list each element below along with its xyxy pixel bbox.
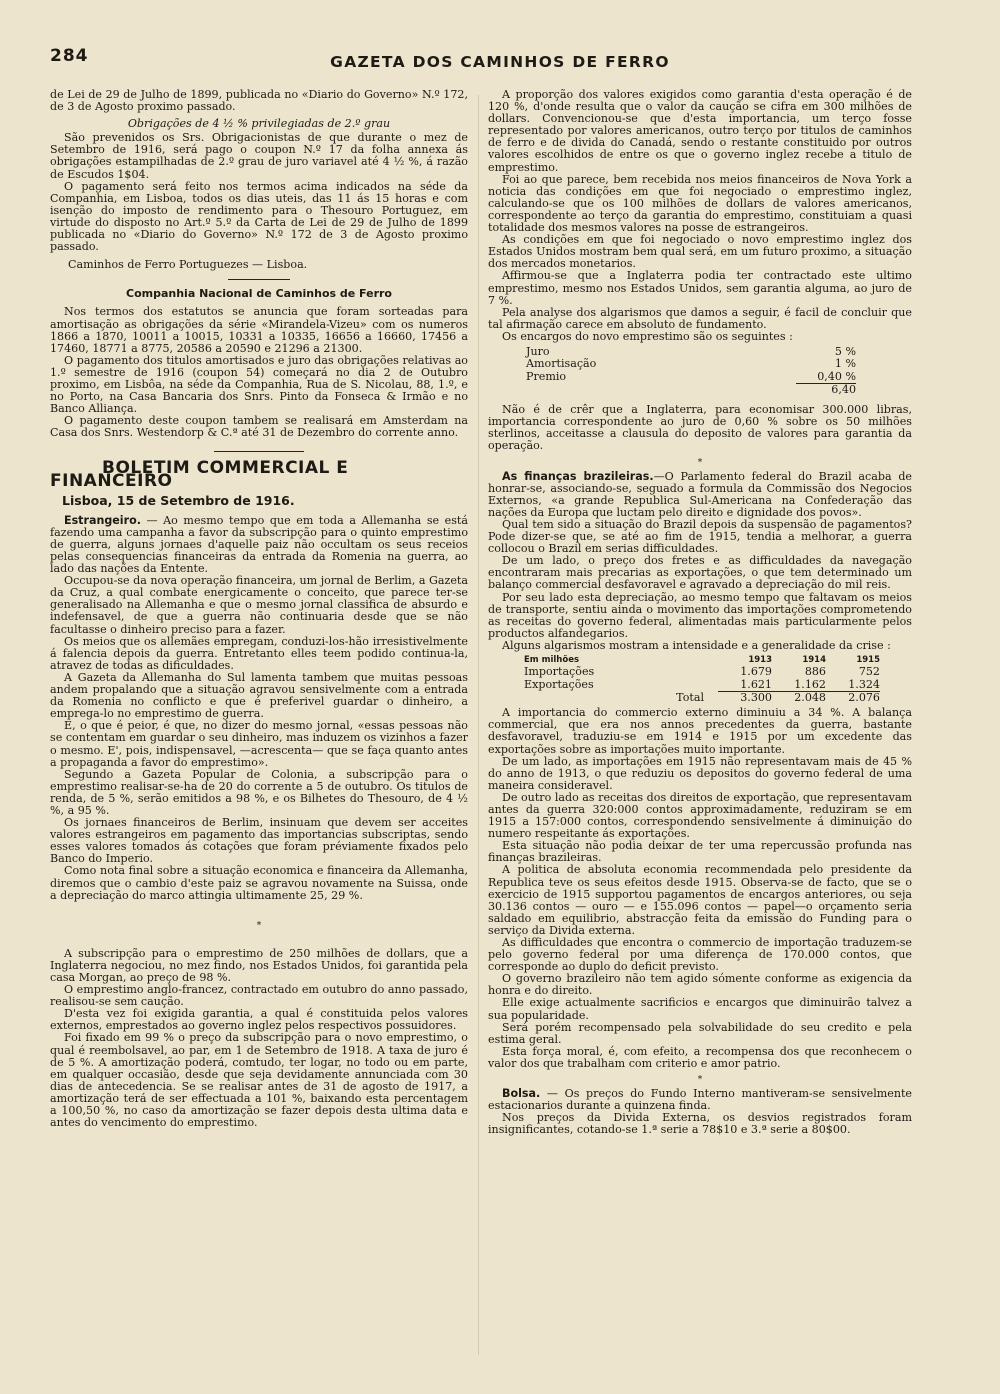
page-crease bbox=[478, 95, 479, 1355]
column-header: 1913 bbox=[748, 655, 772, 666]
run-in-heading: Bolsa. bbox=[502, 1087, 541, 1101]
section-separator: * bbox=[697, 457, 703, 468]
encargos-table bbox=[526, 346, 856, 396]
paragraph: Por seu lado esta depreciação, ao mesmo tempo que faltavam os meios de transporte, sentiu ainda o movimento das importações comprometendo as receitas do governo federal, alimentadas mais particularmente pelos productos alfandegarios. bbox=[488, 590, 912, 640]
row-label: Juro bbox=[526, 344, 550, 358]
signature: Caminhos de Ferro Portuguezes — Lisboa. bbox=[68, 258, 308, 272]
dateline: Lisboa, 15 de Setembro de 1916. bbox=[62, 492, 295, 508]
run-in-heading: As finanças brazileiras. bbox=[502, 469, 654, 483]
row-value: 0,40 % bbox=[817, 369, 856, 383]
paragraph: Affirmou-se que a Inglaterra podia ter contractado este ultimo emprestimo, mesmo nos Estados Unidos, sem garantia alguma, ao juro de 7 %. bbox=[488, 269, 912, 307]
subheading: Obrigações de 4 ½ % privilegiadas de 2.º grau bbox=[127, 117, 391, 131]
paragraph: Nos termos dos estatutos se anuncia que foram sorteadas para amortisação as obrigações da série «Mirandela-Vizeu» com os numeros 1866 a 1870, 10011 a 10015, 10331 a 10335, 16656 a 16660, 17456 a 17460, 18771 a 8775, 20586 a 20590 e 21296 a 21300. bbox=[50, 305, 468, 355]
table-total-row bbox=[524, 691, 880, 704]
cell: 752 bbox=[858, 665, 880, 679]
paragraph-text: — Ao mesmo tempo que em toda a Allemanha se está fazendo uma campanha a favor da subscripção para o quinto emprestimo de guerra, alguns jornaes d'aquelle paiz não occultam os seus receios pelas consequencias financeiras da entrada da Romenia na guerra, ao lado das nações da Entente. bbox=[50, 513, 468, 576]
paragraph: As condições em que foi negociado o novo emprestimo inglez dos Estados Unidos mostram bem qual será, em um futuro proximo, a situação dos mercados monetarios. bbox=[488, 233, 912, 271]
paragraph: Occupou-se da nova operação financeira, um jornal de Berlim, a Gazeta da Cruz, a qual combate energicamente o conceito, que parece ter-se generalisado na Allemanha e que o mesmo jornal classifica de absurdo e indefensavel, de que a guerra não continuaria desde que se não facultasse o dinheiro preciso para a fazer. bbox=[50, 574, 468, 636]
paragraph: Pela analyse dos algarismos que damos a seguir, é facil de concluir que tal afirmação carece em absoluto de fundamento. bbox=[488, 305, 912, 331]
run-in-heading: Estrangeiro. bbox=[64, 513, 141, 527]
section-separator: * bbox=[256, 920, 262, 931]
paragraph bbox=[488, 1088, 912, 1112]
page-number: 284 bbox=[50, 46, 89, 66]
paragraph: Os jornaes financeiros de Berlim, insinuam que devem ser acceites valores estrangeiros em pagamento das importancias subscriptas, sendo esses valores tomados ás cotações que foram préviamente fixados pelo Banco do Imperio. bbox=[50, 816, 468, 866]
cell: 1.621 bbox=[740, 677, 772, 691]
cell: 1.162 bbox=[794, 677, 826, 691]
paragraph: De outro lado as receitas dos direitos de exportação, que representavam antes da guerra 320:000 contos approximadamente, reduziram se em 1915 a 157:000 contos, correspondendo sensivelmente á diminuição do numero respeitante ás exportações. bbox=[488, 790, 912, 841]
row-label: Amortisação bbox=[526, 357, 597, 371]
paragraph bbox=[488, 471, 912, 519]
cell: 1.679 bbox=[740, 665, 772, 679]
table-total-row bbox=[526, 383, 856, 396]
paragraph-text: —O Parlamento federal do Brazil acaba de honrar-se, associando-se, seguado a formula da Commissão dos Negocios Externos, «a grande Republica Sul-Americana na Confederação das nações da Europa que luctam pelo direito e dignidade dos povos». bbox=[488, 469, 912, 519]
paragraph: O pagamento deste coupon tambem se realisará em Amsterdam na Casa dos Snrs. Westendorp & C.ª até 31 de Dezembro do corrente anno. bbox=[50, 414, 468, 440]
paragraph: As difficuldades que encontra o commercio de importação traduzem-se pelo governo federal por uma diferença de 170.000 contos, que corresponde ao duplo do deficit previsto. bbox=[488, 936, 912, 974]
paragraph: Não é de crêr que a Inglaterra, para economisar 300.000 libras, importancia correspondente ao juro de 0,60 % sobre os 50 milhões sterlinos, acceitasse a clausula do deposito de valores para garantia da operação. bbox=[488, 403, 912, 453]
row-value: 1 % bbox=[834, 357, 856, 371]
paragraph-text: — Os preços do Fundo Interno mantiveram-se sensivelmente estacionarios durante a quinzena finda. bbox=[488, 1087, 912, 1113]
paragraph: De um lado, o preço dos fretes e as difficuldades da navegação encontraram mais precarias as exportações, o que tem determinado um balanço commercial desfavoravel e agravado a depreciação do mil reis. bbox=[488, 554, 912, 592]
row-label: Premio bbox=[526, 369, 567, 383]
divider bbox=[214, 451, 304, 452]
paragraph: A proporção dos valores exigidos como garantia d'esta operação é de 120 %, d'onde resulta que o valor da caução se cifra em 300 milhões de dollars. Convencionou-se que d'esta importancia, um terço fosse representado por valores americanos, outro terço por titulos de caminhos de ferro e de divida do Canadá, sendo o restante constituido por outros valores escolhidos de entre os que o governo inglez recebe a titulo de emprestimo. bbox=[488, 88, 912, 174]
cell: 2.048 bbox=[772, 691, 826, 704]
cell: 886 bbox=[804, 665, 826, 679]
trade-table bbox=[524, 654, 880, 704]
paragraph: E, o que é peior, é que, no dizer do mesmo jornal, «essas pessoas não se contentam em guardar o seu dinheiro, mas induzem os vizinhos a fazer o mesmo. E', pois, indispensavel, —acrescenta— que se faça quanto antes a propaganda a favor do emprestimo». bbox=[50, 719, 468, 769]
table-row bbox=[526, 358, 856, 370]
paragraph: Qual tem sido a situação do Brazil depois da suspensão de pagamentos? Pode dizer-se que, se até ao fim de 1915, tendia a melhorar, a guerra collocou o Brazil em serias difficuldades. bbox=[488, 518, 912, 556]
paragraph: D'esta vez foi exigida garantia, a qual é constituida pelos valores externos, emprestados ao governo inglez pelos respectivos possuidores. bbox=[50, 1007, 468, 1033]
cell: 1.324 bbox=[848, 677, 880, 691]
paragraph: Como nota final sobre a situação economica e financeira da Allemanha, diremos que o cambio d'este paiz se agravou novamente na Suissa, onde a depreciação do marco attingia ultimamente 25, 29 %. bbox=[50, 864, 468, 902]
cell: 2.076 bbox=[826, 691, 880, 704]
paragraph: Foi fixado em 99 % o preço da subscripção para o novo emprestimo, o qual é reembolsavel, ao par, em 1 de Setembro de 1918. A taxa de juro é de 5 %. A amortização poderá, comtudo, ter logar, no todo ou em parte, em qualquer occasião, desde que seja devidamente annunciada com 30 dias de antecedencia. Se se realisar antes de 31 de agosto de 1917, a amortização terá de ser effectuada a 101 %, baixando esta percentagem a 100,50 %, no caso da amortização se fazer depois desta ultima data e antes do vencimento do emprestimo. bbox=[50, 1031, 468, 1130]
divider bbox=[228, 279, 290, 280]
paragraph: O governo brazileiro não tem agido sómente conforme as exigencia da honra e do direito. bbox=[488, 972, 912, 998]
paragraph: A Gazeta da Allemanha do Sul lamenta tambem que muitas pessoas andem propalando que a situação agravou sensivelmente com a entrada da Romenia no conflicto e que é preferivel guardar o dinheiro, a emprega-lo no emprestimo de guerra. bbox=[50, 670, 468, 721]
row-label: Total bbox=[676, 690, 704, 704]
row-value: 5 % bbox=[834, 344, 856, 358]
paragraph: de Lei de 29 de Julho de 1899, publicada no «Diario do Governo» N.º 172, de 3 de Agosto proximo passado. bbox=[50, 88, 468, 114]
paragraph: Foi ao que parece, bem recebida nos meios financeiros de Nova York a noticia das condições em que foi negociado o emprestimo inglez, calculando-se que os 100 milhões de dollars de valores americanos, correspondente ao terço da garantia do emprestimo, constituiam a quasi totalidade dos mesmos valores na posse de estrangeiros. bbox=[488, 172, 912, 235]
paragraph: Esta situação não podia deixar de ter uma repercussão profunda nas finanças brazileiras. bbox=[488, 839, 912, 865]
paragraph: Será porém recompensado pela solvabilidade do seu credito e pela estima geral. bbox=[488, 1020, 912, 1046]
paragraph: O pagamento será feito nos termos acima indicados na séde da Companhia, em Lisboa, todos os dias uteis, das 11 ás 15 horas e com isenção do imposto de rendimento para o Thesouro Portuguez, em virtude do disposto no Art.º 5.º da Carta de Lei de 29 de Julho de 1899 publicada no «Diario do Governo» N.º 172 de 3 de Agosto proximo passado. bbox=[50, 179, 468, 254]
paragraph: A politica de absoluta economia recommendada pelo presidente da Republica teve os seus efeitos desde 1915. Observa-se de facto, que se o exercicio de 1915 supportou pagamentos de encargos anteriores, ou seja 30.136 contos — ouro — e 155.096 contos — papel—o orçamento seria saldado em equilibrio, abstracção feita da emissão do Funding para o serviço da Divida externa. bbox=[488, 863, 912, 937]
paragraph: O emprestimo anglo-francez, contractado em outubro do anno passado, realisou-se sem caução. bbox=[50, 983, 468, 1009]
paragraph: Esta força moral, é, com efeito, a recompensa dos que reconhecem o valor dos que trabalham com criterio e amor patrio. bbox=[488, 1044, 912, 1070]
table-row bbox=[526, 371, 856, 384]
paragraph: Segundo a Gazeta Popular de Colonia, a subscripção para o emprestimo realisar-se-ha de 20 do corrente a 5 de outubro. Os titulos de renda, de 5 %, serão emitidos a 98 %, e os Bilhetes do Thesouro, de 4 ½ %, a 95 %. bbox=[50, 767, 468, 817]
paragraph: Os encargos do novo emprestimo são os seguintes : bbox=[502, 329, 793, 343]
paragraph: Nos preços da Divida Externa, os desvios registrados foram insignificantes, cotando-se 1.ª serie a 78$10 e 3.ª serie a 80$00. bbox=[488, 1111, 912, 1137]
right-column bbox=[488, 89, 912, 1137]
table-row bbox=[524, 666, 880, 678]
total-value: 6,40 bbox=[796, 383, 856, 396]
paragraph: O pagamento dos titulos amortisados e juro das obrigações relativas ao 1.º semestre de 1916 (coupon 54) começará no dia 2 de Outubro proximo, em Lisbôa, na séde da Companhia, Rua de S. Nicolau, 88, 1.º, e no Porto, na Casa Bancaria dos Snrs. Pinto da Fonseca & Irmão e no Banco Alliança. bbox=[50, 353, 468, 416]
section-heading: Companhia Nacional de Caminhos de Ferro bbox=[126, 287, 392, 301]
table-row bbox=[524, 679, 880, 692]
running-title: GAZETA DOS CAMINHOS DE FERRO bbox=[330, 53, 670, 71]
paragraph: Alguns algarismos mostram a intensidade e a generalidade da crise : bbox=[502, 638, 891, 652]
column-header: 1914 bbox=[802, 655, 826, 666]
section-title: BOLETIM COMMERCIAL E FINANCEIRO bbox=[50, 458, 349, 491]
section-separator: * bbox=[697, 1075, 703, 1086]
cell: 3.300 bbox=[718, 691, 772, 704]
paragraph: A importancia do commercio externo diminuiu a 34 %. A balança commercial, que era nos annos precedentes da guerra, bastante desfavoravel, traduziu-se em 1914 e 1915 por um excedente das exportações sobre as importações muito importante. bbox=[488, 706, 912, 756]
paragraph: São prevenidos os Srs. Obrigacionistas de que durante o mez de Setembro de 1916, será pago o coupon N.º 17 da folha annexa ás obrigações estampilhadas de 2.º grau de juro variavel até 4 ½ %, á razão de Escudos 1$04. bbox=[50, 131, 468, 181]
left-column bbox=[50, 89, 468, 1129]
column-header: Em milhões bbox=[524, 655, 580, 666]
column-header: 1915 bbox=[856, 655, 880, 666]
row-label: Importações bbox=[524, 665, 595, 679]
paragraph bbox=[50, 515, 468, 575]
paragraph: De um lado, as importações em 1915 não representavam mais de 45 % do anno de 1913, o que reduziu os depositos do governo federal de uma maneira consideravel. bbox=[488, 754, 912, 792]
row-label: Exportações bbox=[524, 677, 594, 691]
paragraph: Elle exige actualmente sacrificios e encargos que diminuirão talvez a sua popularidade. bbox=[488, 996, 912, 1022]
paragraph: A subscripção para o emprestimo de 250 milhões de dollars, que a Inglaterra negociou, no mez findo, nos Estados Unidos, foi garantida pela casa Morgan, ao preço de 98 %. bbox=[50, 946, 468, 984]
paragraph: Os meios que os allemães empregam, conduzi-los-hão irresistivelmente á falencia depois da guerra. Entretanto elles teem podido continua-la, atravez de todas as dificuldades. bbox=[50, 634, 468, 672]
